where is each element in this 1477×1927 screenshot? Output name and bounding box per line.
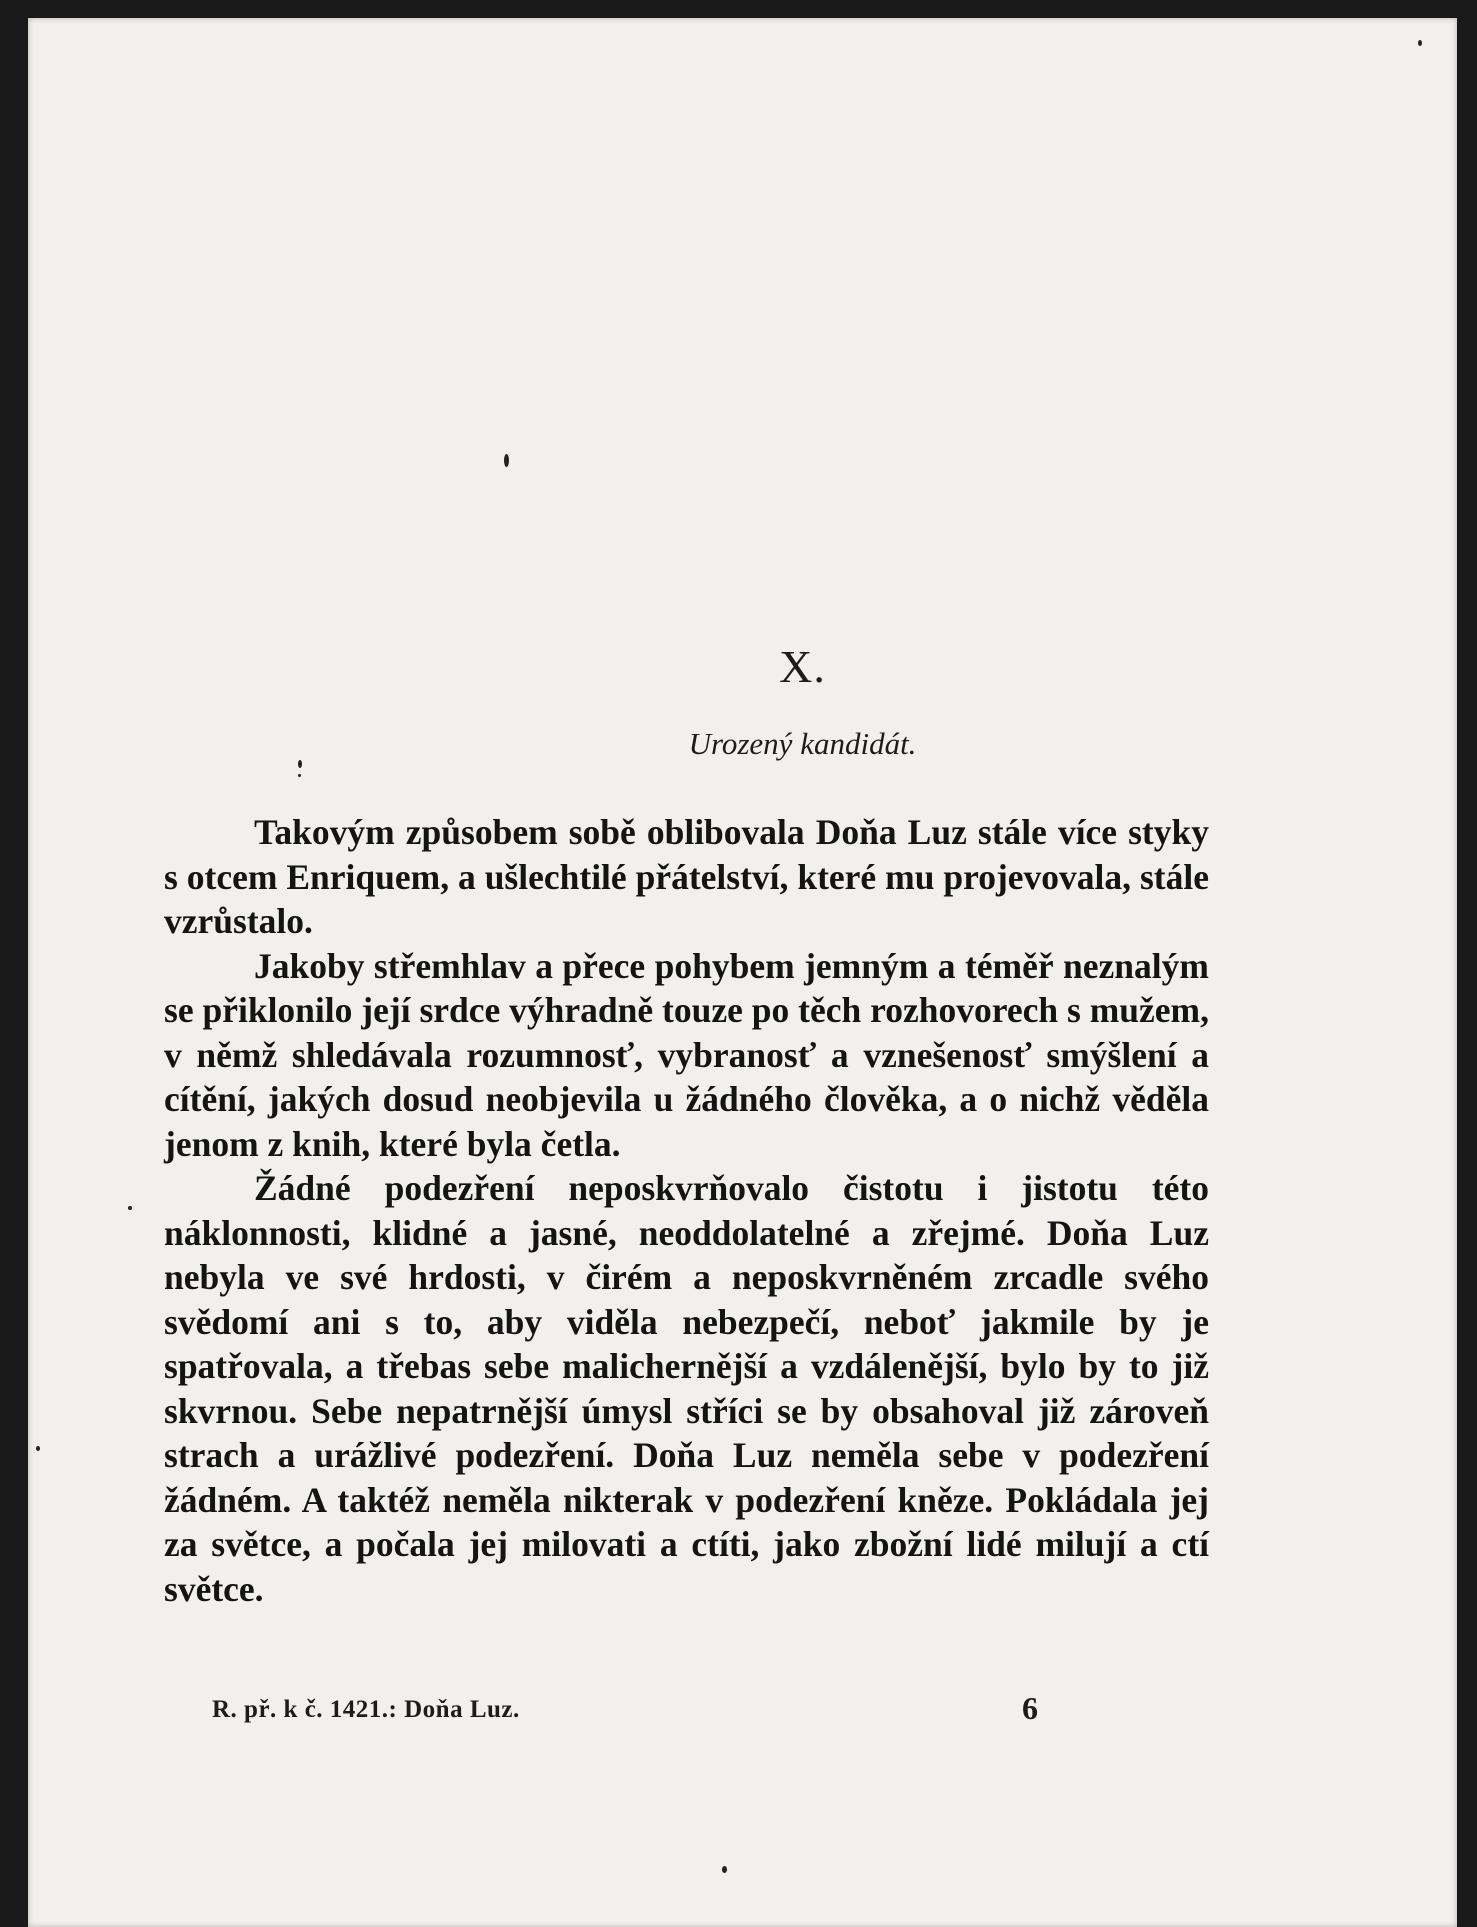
paragraph: Žádné podezření neposkvrňovalo čistotu i jistotu této náklonnosti, klidné a jasné, neoddolatelné a zřejmé. Doňa Luz nebyla ve své hrdosti, v čirém a neposkvrněném zrcadle svého svědomí ani s to, aby viděla nebezpečí, neboť jakmile by je spatřovala, a třebas sebe malichernější a vzdálenější, bylo by to již skvrnou. Sebe nepatrnější úmysl stříci se by obsahoval již zároveň strach a urážlivé podezření. Doňa Luz neměla sebe v podezření žádném. A taktéž neměla nikterak v podezření kněze. Pokládala jej za světce, a počala jej milovati a ctíti, jako zbožní lidé milují a ctí světce. [164, 1168, 1209, 1609]
scan-speck [298, 774, 301, 777]
chapter-number: X. [779, 641, 826, 692]
scan-speck [128, 1206, 132, 1210]
scan-speck [722, 1866, 727, 1873]
book-page [28, 18, 1457, 1927]
scan-speck [298, 760, 302, 768]
body-text [164, 810, 1209, 1611]
chapter-title: Urozený kandidát. [688, 726, 917, 761]
scan-speck [504, 454, 509, 467]
paragraph: Takovým způsobem sobě oblibovala Doňa Luz stále více styky s otcem Enriquem, a ušlechtilé přátelství, které mu projevovala, stále vzrůstalo. [164, 812, 1209, 941]
printer-signature: R. př. k č. 1421.: Doňa Luz. [212, 1696, 520, 1723]
scan-speck [1418, 40, 1422, 46]
paragraph: Jakoby střemhlav a přece pohybem jemným a téměř neznalým se přiklonilo její srdce výhradně touze po těch rozhovorech s mužem, v němž shledávala rozumnosť, vybranosť a vznešenosť smýšlení a cítění, jakých dosud neobjevila u žádného člověka, a o nichž věděla jenom z knih, které byla četla. [164, 945, 1209, 1164]
scan-speck [36, 1446, 40, 1451]
page-number: 6 [1022, 1690, 1038, 1726]
